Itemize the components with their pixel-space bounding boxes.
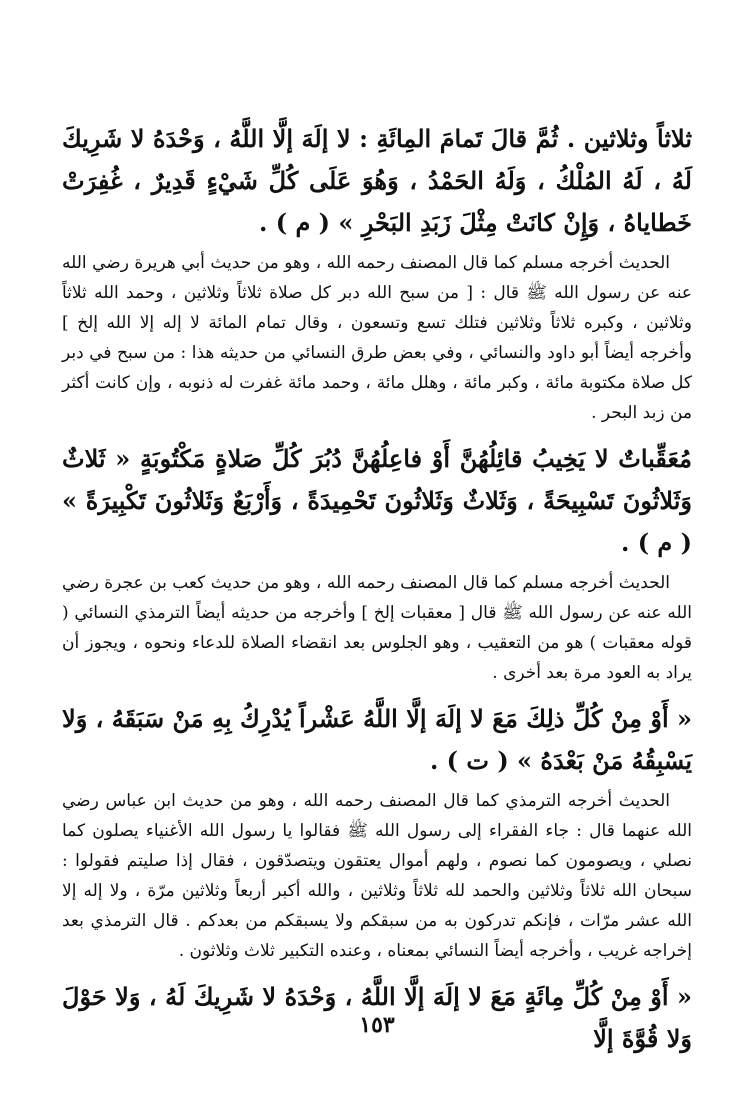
page-content [62,118,692,1064]
hadith-text-3: « أَوْ مِنْ كُلِّ ذلِكَ مَعَ لا إلَهَ إلَّا اللَّهُ عَشْراً يُدْرِكُ بِهِ مَنْ سَبَقَهُ ، وَلا يَسْبِقُهُ مَنْ بَعْدَهُ » ( ت ) . [62,704,692,775]
hadith-text-4: « أَوْ مِنْ كُلِّ مِائَةٍ مَعَ لا إلَهَ إلَّا اللَّهُ ، وَحْدَهُ لا شَرِيكَ لَهُ ، وَلا حَوْلَ وَلا قُوَّةَ إلَّا [62,982,692,1053]
commentary-text-1: الحديث أخرجه مسلم كما قال المصنف رحمه الله ، وهو من حديث أبي هريرة رضي الله عنه عن رسول الله ﷺ قال : [ من سبح الله دبر كل صلاة ثلاثاً وثلاثين ، وحمد الله ثلاثاً وثلاثين ، وكبره ثلاثاً وثلاثين فتلك تسع وتسعون ، وقال تمام المائة لا إله إلا الله إلخ ] وأخرجه أيضاً أبو داود والنسائي ، وفي بعض طرق النسائي من حديثه هذا : من سبح في دبر كل صلاة مكتوبة مائة ، وكبر مائة ، وهلل مائة ، وحمد مائة غفرت له ذنوبه ، وإن كانت أكثر من زبد البحر . [62,253,692,423]
page-number: ١٥٣ [359,1012,395,1038]
commentary-text-3: الحديث أخرجه الترمذي كما قال المصنف رحمه الله ، وهو من حديث ابن عباس رضي الله عنهما قال : جاء الفقراء إلى رسول الله ﷺ فقالوا يا رسول الله الأغنياء يصلون كما نصلي ، ويصومون كما نصوم ، ولهم أموال يعتقون ويتصدّقون ، فقال إذا صليتم فقولوا : سبحان الله ثلاثاً وثلاثين والحمد لله ثلاثاً وثلاثين ، والله أكبر أربعاً وثلاثين مرّة ، ولا إله إلا الله عشر مرّات ، فإنكم تدركون به من سبقكم ولا يسبقكم من بعدكم . قال الترمذي بعد إخراجه غريب ، وأخرجه أيضاً النسائي بمعناه ، وعنده التكبير ثلاث وثلاثون . [62,791,692,961]
hadith-text-1: ثلاثاً وثلاثين . ثُمَّ قالَ تَمامَ المِائَةِ : لا إلَهَ إلَّا اللَّهُ ، وَحْدَهُ لا شَرِيكَ لَهُ ، لَهُ المُلْكُ ، وَلَهُ الحَمْدُ ، وَهُوَ عَلَى كُلِّ شَيْءٍ قَدِيرٌ ، غُفِرَتْ خَطاياهُ ، وَإِنْ كانَتْ مِثْلَ زَبَدِ البَحْرِ » ( م ) . [62,124,692,237]
commentary-text-2: الحديث أخرجه مسلم كما قال المصنف رحمه الله ، وهو من حديث كعب بن عجرة رضي الله عنه عن رسول الله ﷺ قال [ معقبات إلخ ] وأخرجه من حديثه أيضاً الترمذي النسائي ( قوله معقبات ) هو من التعقيب ، وهو الجلوس بعد انقضاء الصلاة للدعاء ونحوه ، ويجوز أن يراد به العود مرة بعد أخرى . [62,573,692,683]
hadith-text-2: مُعَقِّباتٌ لا يَخِيبُ قائِلُهُنَّ أَوْ فاعِلُهُنَّ دُبُرَ كُلِّ صَلاةٍ مَكْتُوبَةٍ « ثَلاثٌ وَثَلاثُونَ تَسْبِيحَةً ، وَثَلاثٌ وَثَلاثُونَ تَحْمِيدَةً ، وَأَرْبَعٌ وَثَلاثُونَ تَكْبِيرَةً » ( م ) . [62,444,692,557]
